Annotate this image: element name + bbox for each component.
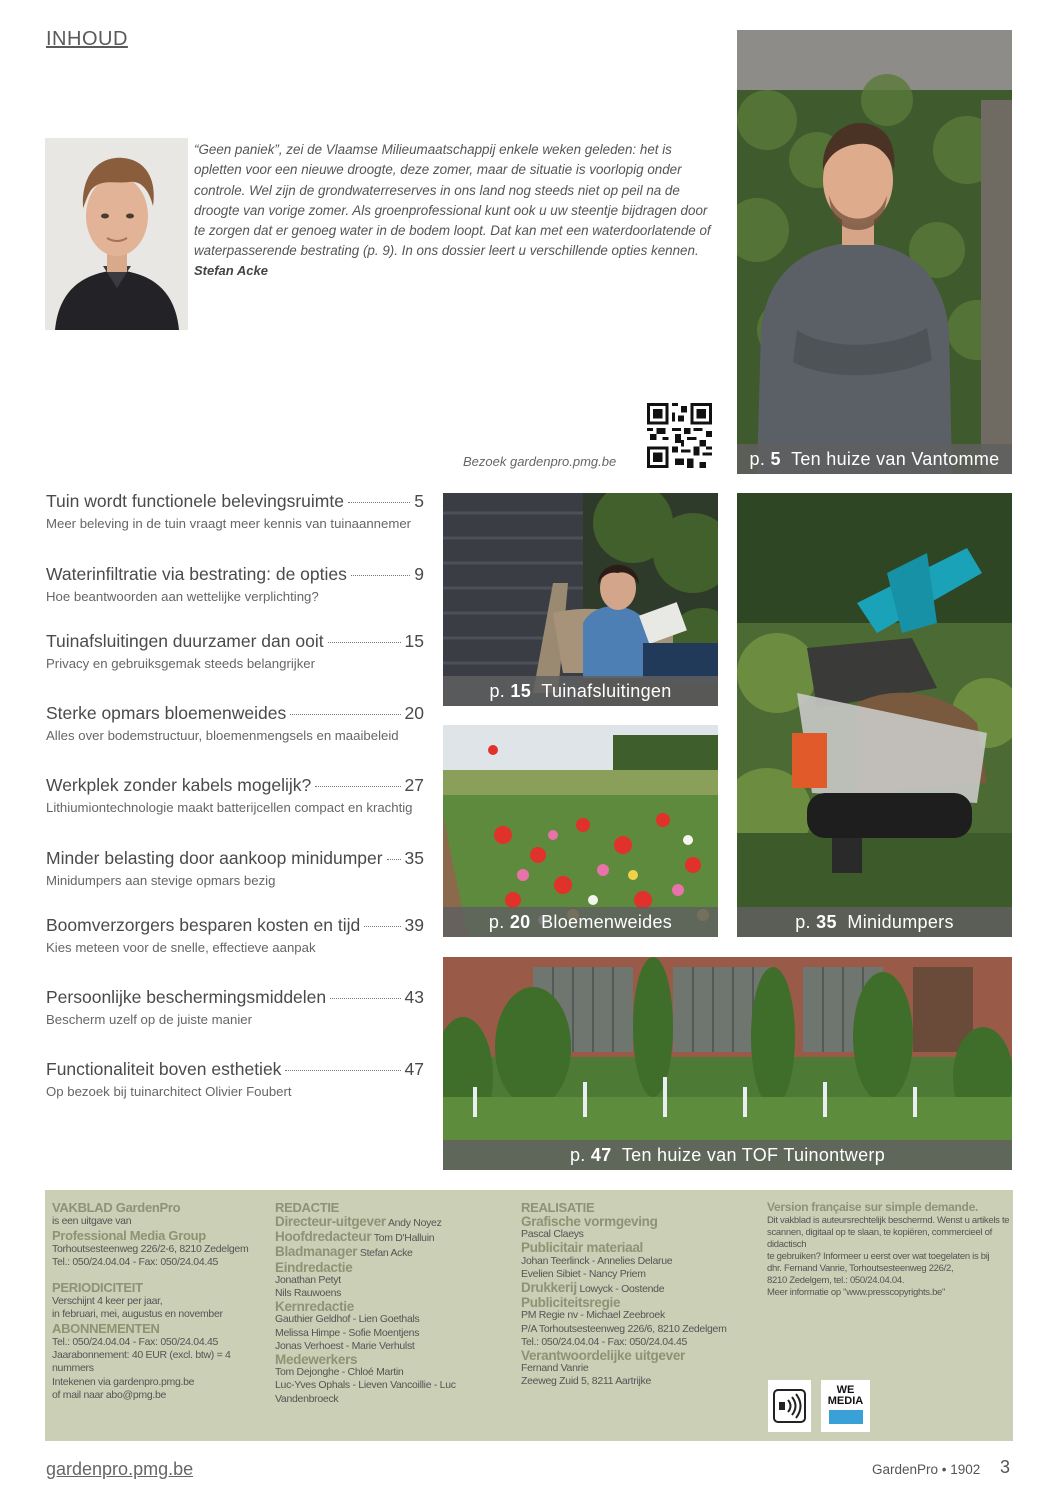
toc-entry[interactable] bbox=[46, 915, 424, 955]
toc-leader-dots bbox=[351, 575, 410, 576]
toc-subtitle: Alles over bodemstructuur, bloemenmengsels en maaibeleid bbox=[46, 728, 399, 743]
colophon-text: Andy Noyez bbox=[387, 1217, 442, 1229]
caption-p: p. bbox=[488, 912, 505, 932]
toc-title: Functionaliteit boven esthetiek bbox=[46, 1059, 282, 1079]
toc-title: Tuin wordt functionele belevingsruimte bbox=[46, 491, 344, 511]
toc-title: Tuinafsluitingen duurzamer dan ooit bbox=[46, 631, 324, 651]
colophon-heading: REALISATIE bbox=[521, 1200, 595, 1215]
footer-website-link[interactable]: gardenpro.pmg.be bbox=[46, 1459, 194, 1479]
colophon-text: 8210 Zedelgem, tel.: 050/24.04.04. bbox=[767, 1275, 905, 1286]
caption-label: Minidumpers bbox=[847, 912, 954, 932]
toc-page-number: 20 bbox=[404, 703, 424, 723]
colophon-text: Jonas Verhoest - Marie Verhulst bbox=[275, 1339, 415, 1352]
caption-minidumpers bbox=[737, 907, 1012, 937]
colophon-text: Johan Teerlinck - Annelies Delarue bbox=[521, 1254, 673, 1267]
colophon-text: Fernand Vanrie bbox=[521, 1362, 589, 1375]
toc-entry[interactable] bbox=[46, 1059, 424, 1099]
colophon-text: te gebruiken? Informeer u eerst over wat toegelaten is bij bbox=[767, 1251, 990, 1262]
colophon-heading: Publicitair materiaal bbox=[521, 1240, 644, 1256]
toc-page-number: 15 bbox=[404, 631, 424, 651]
toc-entry[interactable] bbox=[46, 564, 424, 604]
colophon-text: Tel.: 050/24.04.04 - Fax: 050/24.04.45 bbox=[52, 1256, 219, 1269]
caption-p: p. bbox=[489, 681, 506, 701]
toc-leader-dots bbox=[348, 502, 410, 503]
colophon bbox=[45, 1190, 1013, 1441]
colophon-heading: Eindredactie bbox=[275, 1259, 353, 1275]
colophon-text: Tom Dejonghe - Chloé Martin bbox=[275, 1366, 404, 1379]
toc-title: Werkplek zonder kabels mogelijk? bbox=[46, 775, 312, 795]
presscopyrights-logo bbox=[768, 1380, 811, 1432]
colophon-text: Stefan Acke bbox=[359, 1247, 413, 1260]
toc-page-number: 9 bbox=[414, 564, 424, 584]
colophon-text: Meer informatie op "www.presscopyrights.be" bbox=[767, 1287, 946, 1298]
colophon-heading: ABONNEMENTEN bbox=[52, 1321, 160, 1337]
colophon-text: Zeeweg Zuid 5, 8211 Aartrijke bbox=[521, 1375, 652, 1388]
caption-page-number: 5 bbox=[770, 449, 781, 469]
colophon-text: Tel.: 050/24.04.04 - Fax: 050/24.04.45 bbox=[521, 1335, 688, 1348]
colophon-text: PM Regie nv - Michael Zeebroek bbox=[521, 1309, 665, 1322]
colophon-text: Lowyck - Oostende bbox=[579, 1283, 665, 1296]
toc-subtitle: Hoe beantwoorden aan wettelijke verplichting? bbox=[46, 589, 319, 604]
colophon-text: Torhoutsesteenweg 226/2-6, 8210 Zedelgem bbox=[52, 1243, 249, 1256]
caption-vantomme bbox=[737, 444, 1012, 474]
photo-vantomme bbox=[737, 30, 1012, 474]
colophon-text: Nils Rauwoens bbox=[275, 1287, 342, 1300]
author-photo bbox=[45, 138, 188, 330]
toc-page-number: 5 bbox=[414, 491, 424, 511]
colophon-text: Jaarabonnement: 40 EUR (excl. btw) = 4 nummers bbox=[52, 1349, 231, 1375]
we-media-logo: WE MEDIA bbox=[821, 1380, 870, 1432]
colophon-text: Verschijnt 4 keer per jaar, bbox=[52, 1294, 163, 1307]
colophon-production-column bbox=[521, 1200, 761, 1389]
colophon-text: Pascal Claeys bbox=[521, 1228, 584, 1241]
colophon-heading: REDACTIE bbox=[275, 1200, 340, 1215]
footer-page-number: 3 bbox=[1000, 1457, 1011, 1477]
toc-leader-dots bbox=[290, 714, 400, 715]
toc-entry[interactable] bbox=[46, 987, 424, 1027]
toc-subtitle: Kies meteen voor de snelle, effectieve aanpak bbox=[46, 940, 316, 955]
colophon-heading: PERIODICITEIT bbox=[52, 1279, 143, 1295]
toc-leader-dots bbox=[328, 642, 401, 643]
photo-bloemenweides bbox=[443, 725, 718, 937]
toc-subtitle: Bescherm uzelf op de juiste manier bbox=[46, 1012, 252, 1027]
colophon-text: Tom D'Halluin bbox=[373, 1232, 435, 1245]
caption-label: Ten huize van TOF Tuinontwerp bbox=[621, 1145, 886, 1165]
toc-title: Persoonlijke beschermingsmiddelen bbox=[46, 987, 327, 1007]
toc-entry[interactable] bbox=[46, 848, 424, 888]
colophon-text: is een uitgave van bbox=[52, 1215, 132, 1227]
toc-subtitle: Lithiumiontechnologie maakt batterijcellen compact en krachtig bbox=[46, 800, 413, 815]
photo-minidumpers bbox=[737, 493, 1012, 937]
toc-title: Boomverzorgers besparen kosten en tijd bbox=[46, 915, 361, 935]
colophon-heading: Directeur-uitgever bbox=[275, 1214, 386, 1229]
toc-subtitle: Op bezoek bij tuinarchitect Olivier Foubert bbox=[46, 1084, 292, 1099]
caption-label: Bloemenweides bbox=[541, 912, 673, 932]
toc-title: Sterke opmars bloemenweides bbox=[46, 703, 287, 723]
colophon-heading: Version française sur simple demande. bbox=[767, 1200, 978, 1214]
caption-label: Ten huize van Vantomme bbox=[791, 449, 1000, 469]
colophon-editorial-column bbox=[275, 1200, 515, 1406]
toc-page-number: 39 bbox=[404, 915, 424, 935]
caption-label: Tuinafsluitingen bbox=[541, 681, 672, 701]
photo-tuinafsluitingen bbox=[443, 493, 718, 706]
colophon-publisher-column bbox=[52, 1200, 267, 1402]
toc-subtitle: Minidumpers aan stevige opmars bezig bbox=[46, 873, 276, 888]
colophon-heading: Grafische vormgeving bbox=[521, 1214, 658, 1229]
toc-page-number: 35 bbox=[404, 848, 424, 868]
caption-page-number: 20 bbox=[509, 912, 531, 932]
caption-page-number: 15 bbox=[510, 681, 532, 701]
toc-title: Waterinfiltratie via bestrating: de opties bbox=[46, 564, 347, 584]
colophon-heading: Bladmanager bbox=[275, 1244, 358, 1260]
toc-entry[interactable] bbox=[46, 775, 424, 815]
toc-leader-dots bbox=[364, 926, 400, 927]
toc-entry[interactable] bbox=[46, 631, 424, 671]
caption-bloemenweides bbox=[443, 907, 718, 937]
toc-entry[interactable] bbox=[46, 703, 424, 743]
colophon-heading: Drukkerij bbox=[521, 1280, 577, 1296]
editorial-intro: “Geen paniek”, zei de Vlaamse Milieumaatschappij enkele weken geleden: het is opletten voor een nieuwe droogte, deze zomer, maar de situatie is voorlopig onder controle. Wel zijn de grondwaterreserves in ons land nog steeds niet op peil na de droogte van vorige zomer. Als groenprofessional kunt ook u uw steentje bijdragen door te zorgen dat er genoeg water in de bodem loopt. Dat kan met een waterdoorlatende of waterpasserende bestrating (p. 9). In ons dossier leert u verschillende opties kennen. bbox=[194, 142, 711, 259]
toc-subtitle: Meer beleving in de tuin vraagt meer kennis van tuinaannemer bbox=[46, 516, 412, 531]
colophon-text: Evelien Sibiet - Nancy Priem bbox=[521, 1267, 646, 1280]
toc-page-number: 27 bbox=[404, 775, 424, 795]
colophon-text: Gauthier Geldhof - Lien Goethals bbox=[275, 1313, 420, 1326]
caption-page-number: 35 bbox=[816, 912, 837, 932]
caption-page-number: 47 bbox=[590, 1145, 612, 1165]
colophon-text: Dit vakblad is auteursrechtelijk beschermd. Wenst u artikels te bbox=[767, 1215, 1010, 1226]
colophon-heading: Professional Media Group bbox=[52, 1228, 206, 1244]
toc-entry[interactable] bbox=[46, 491, 424, 531]
editorial-author: Stefan Acke bbox=[194, 263, 268, 278]
colophon-heading: Verantwoordelijke uitgever bbox=[521, 1348, 686, 1364]
colophon-text: P/A Torhoutsesteenweg 226/6, 8210 Zedelgem bbox=[521, 1322, 727, 1335]
colophon-heading: Kernredactie bbox=[275, 1299, 354, 1315]
colophon-text: scannen, digitaal op te slaan, te kopiëren, commercieel of didactisch bbox=[767, 1227, 992, 1250]
toc-leader-dots bbox=[387, 859, 401, 860]
caption-p: p. bbox=[569, 1145, 586, 1165]
toc-title: Minder belasting door aankoop minidumper bbox=[46, 848, 383, 868]
colophon-copyright-column bbox=[767, 1200, 1011, 1299]
colophon-heading: Hoofdredacteur bbox=[275, 1229, 372, 1245]
qr-code[interactable] bbox=[647, 403, 712, 468]
colophon-heading: Publiciteitsregie bbox=[521, 1295, 621, 1311]
colophon-text: of mail naar abo@pmg.be bbox=[52, 1388, 167, 1401]
section-title: INHOUD bbox=[46, 28, 128, 50]
colophon-text: Jonathan Petyt bbox=[275, 1273, 341, 1286]
colophon-text: Luc-Yves Ophals - Lieven Vancoillie - Luc Vandenbroeck bbox=[275, 1379, 456, 1405]
colophon-text: in februari, mei, augustus en november bbox=[52, 1307, 223, 1320]
photo-tof-tuinontwerp bbox=[443, 957, 1012, 1170]
colophon-heading: Medewerkers bbox=[275, 1352, 358, 1368]
caption-tuinafsluitingen bbox=[443, 676, 718, 706]
colophon-text: Melissa Himpe - Sofie Moentjens bbox=[275, 1326, 420, 1339]
colophon-heading: VAKBLAD GardenPro bbox=[52, 1200, 181, 1215]
toc-leader-dots bbox=[315, 786, 400, 787]
toc-subtitle: Privacy en gebruiksgemak steeds belangrijker bbox=[46, 656, 316, 671]
toc-page-number: 43 bbox=[404, 987, 424, 1007]
colophon-text: dhr. Fernand Vanrie, Torhoutsesteenweg 226/2, bbox=[767, 1263, 954, 1274]
toc-leader-dots bbox=[285, 1070, 400, 1071]
footer-magazine-issue: GardenPro • 1902 bbox=[872, 1462, 981, 1477]
caption-p: p. bbox=[749, 449, 766, 469]
caption-p: p. bbox=[795, 912, 811, 932]
caption-tof-tuinontwerp bbox=[443, 1140, 1012, 1170]
colophon-text: Intekenen via gardenpro.pmg.be bbox=[52, 1375, 195, 1388]
toc-page-number: 47 bbox=[404, 1059, 424, 1079]
toc-leader-dots bbox=[330, 998, 400, 999]
visit-website-text: Bezoek gardenpro.pmg.be bbox=[463, 454, 617, 469]
colophon-text: Tel.: 050/24.04.04 - Fax: 050/24.04.45 bbox=[52, 1336, 219, 1349]
